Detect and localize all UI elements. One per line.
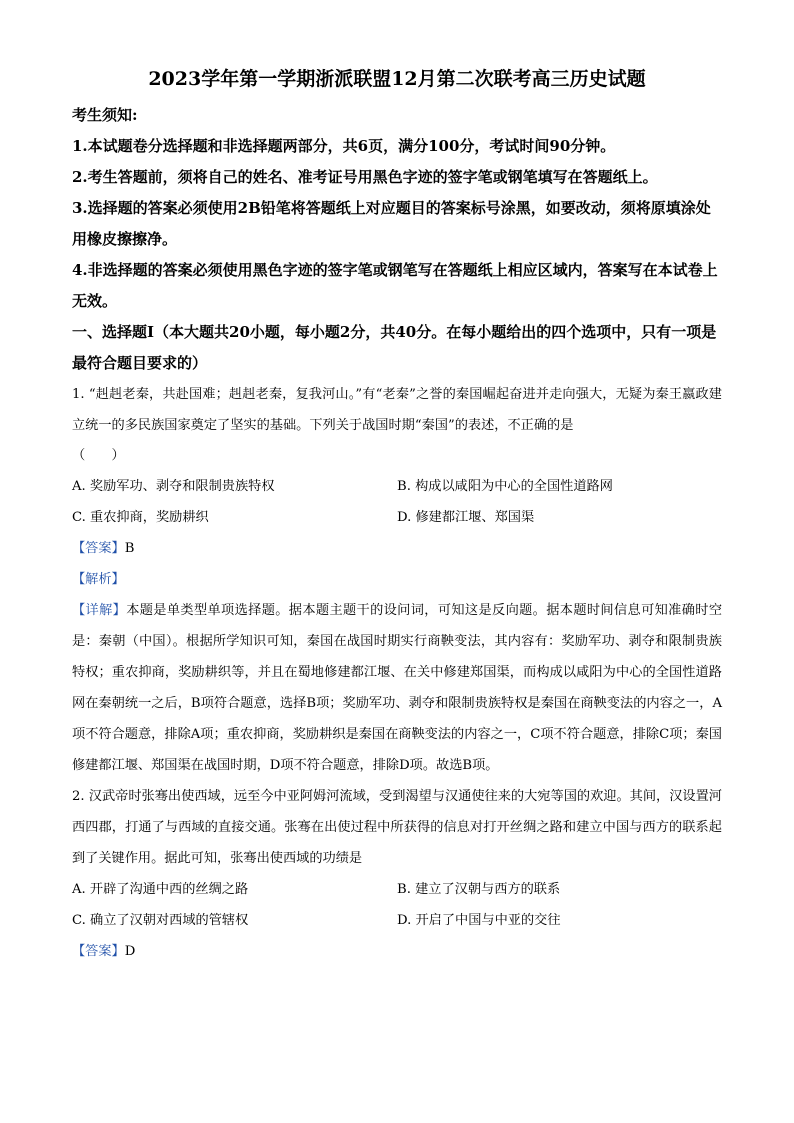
question-1-answer [72, 533, 722, 564]
answer-label: 【答案】 [72, 944, 125, 959]
answer-label: 【答案】 [72, 541, 125, 556]
detail-text: 本题是单类型单项选择题。据本题主题干的设问词，可知这是反向题。据本题时间信息可知准确时空是：秦朝（中国）。根据所学知识可知，秦国在战国时期实行商鞅变法，其内容有：奖励军功、剥夺和限制贵族特权；重农抑商，奖励耕织等，并且在蜀地修建都江堰、在关中修建郑国渠，而构成以咸阳为中心的全国性道路网在秦朝统一之后，B项符合题意，选择B项；奖励军功、剥夺和限制贵族特权是秦国在商鞅变法的内容之一，A项不符合题意，排除A项；重农抑商，奖励耕织是秦国在商鞅变法的内容之一，C项不符合题意，排除C项；秦国修建都江堰、郑国渠在战国时期，D项不符合题意，排除D项。故选B项。 [72, 603, 723, 773]
question-1-option-b: B. 构成以咸阳为中心的全国性道路网 [397, 479, 613, 494]
question-2-option-d: D. 开启了中国与中亚的交往 [397, 913, 561, 928]
notice-item: 2.考生答题前，须将自己的姓名、准考证号用黑色字迹的签字笔或钢笔填写在答题纸上。 [72, 168, 658, 186]
exam-page [72, 66, 722, 967]
question-2-option-a: A. 开辟了沟通中西的丝绸之路 [72, 882, 249, 897]
question-2-option-b: B. 建立了汉朝与西方的联系 [397, 882, 561, 897]
question-2-options-row-1 [72, 874, 722, 905]
answer-value: D [124, 944, 136, 959]
question-1-options-row-1 [72, 471, 722, 502]
question-1-analysis-label: 【解析】 [72, 572, 125, 587]
question-1-stem: 1. “赳赳老秦，共赴国难；赳赳老秦，复我河山。”有“老秦”之誉的秦国崛起奋进并走向强大，无疑为秦王嬴政建立统一的多民族国家奠定了坚实的基础。下列关于战国时期“秦国”的表述，不正确的是 [72, 387, 722, 433]
notice-item: 3.选择题的答案必须使用2B铅笔将答题纸上对应题目的答案标号涂黑，如要改动，须将原填涂处用橡皮擦擦净。 [72, 199, 711, 248]
page-title: 2023学年第一学期浙派联盟12月第二次联考高三历史试题 [148, 68, 646, 90]
notice-item: 4.非选择题的答案必须使用黑色字迹的签字笔或钢笔写在答题纸上相应区域内，答案写在本试卷上无效。 [72, 261, 718, 310]
question-1-bracket: （ ） [72, 448, 125, 463]
question-1-options-row-2 [72, 502, 722, 533]
question-1-option-c: C. 重农抑商，奖励耕织 [72, 510, 209, 525]
question-2-answer [72, 936, 722, 967]
question-1-option-d: D. 修建都江堰、郑国渠 [397, 510, 535, 525]
question-2-option-c: C. 确立了汉朝对西域的管辖权 [72, 913, 249, 928]
question-1-option-a: A. 奖励军功、剥夺和限制贵族特权 [72, 479, 275, 494]
notice-heading: 考生须知: [72, 106, 138, 124]
question-2-options-row-2 [72, 905, 722, 936]
notice-item: 1.本试题卷分选择题和非选择题两部分，共6页，满分100分，考试时间90分钟。 [72, 137, 616, 155]
question-2-stem: 2. 汉武帝时张骞出使西域，远至今中亚阿姆河流域，受到渴望与汉通使往来的大宛等国的欢迎。其间，汉设置河西四郡，打通了与西域的直接交通。张骞在出使过程中所获得的信息对打开丝绸之路和建立中国与西方的联系起到了关键作用。据此可知，张骞出使西域的功绩是 [72, 789, 722, 866]
section-heading: 一、选择题Ⅰ（本大题共20小题，每小题2分，共40分。在每小题给出的四个选项中，只有一项是最符合题目要求的） [72, 323, 717, 372]
question-1-detail [72, 595, 722, 781]
answer-value: B [124, 541, 135, 556]
detail-label: 【详解】 [72, 603, 127, 618]
